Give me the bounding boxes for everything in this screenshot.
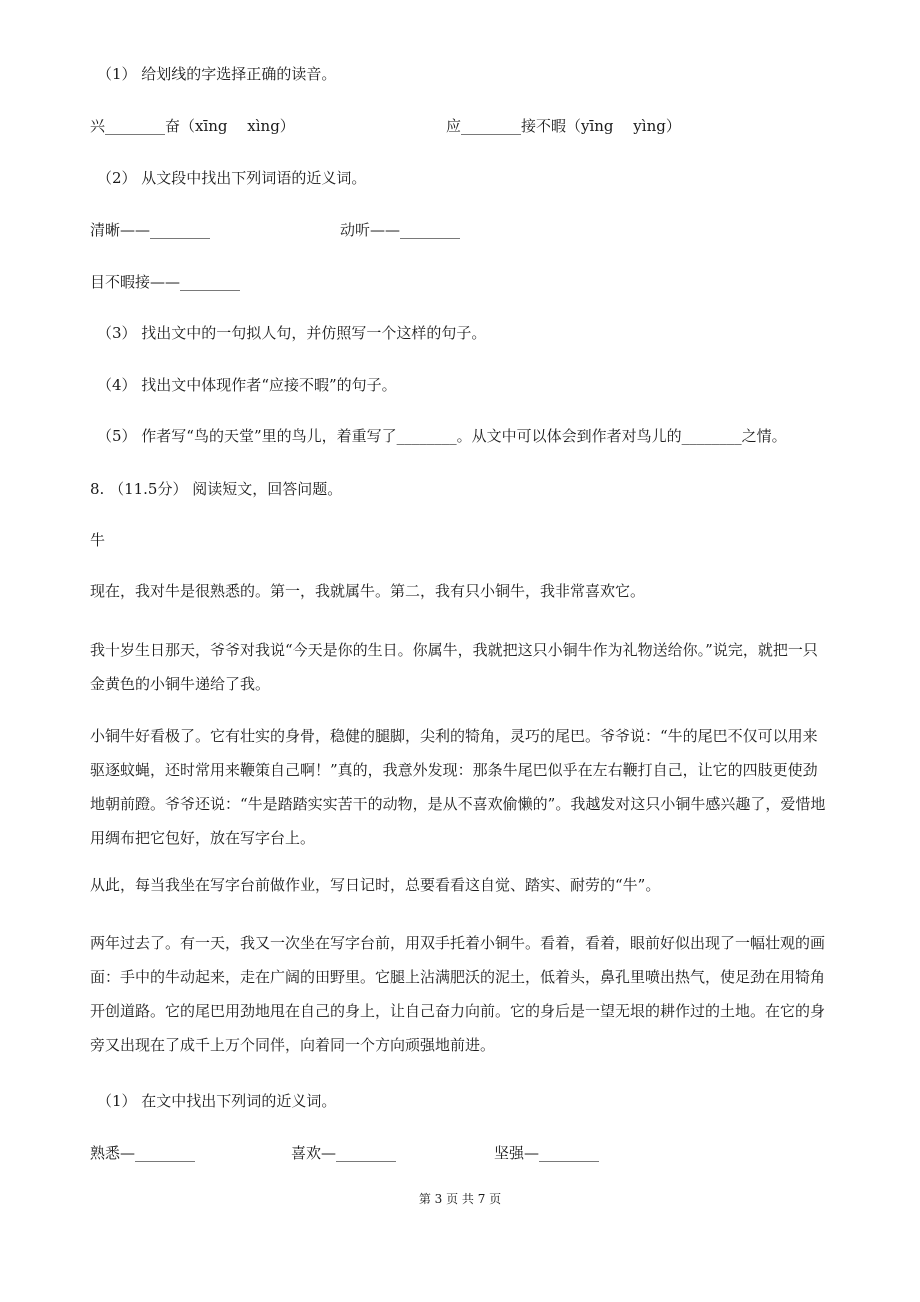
q7-sub2-item-a: 清晰——________ bbox=[90, 221, 211, 239]
q7-sub1-left-item: 兴________奋（xīng xìng） bbox=[90, 117, 295, 135]
passage-paragraph bbox=[90, 875, 830, 895]
passage-paragraph bbox=[90, 581, 830, 601]
paragraph-text: 小铜牛好看极了。它有壮实的身骨，稳健的腿脚，尖利的犄角，灵巧的尾巴。爷爷说：“牛的尾巴不仅可以用来驱逐蚊蝇，还时常用来鞭策自己啊！”真的，我意外发现：那条牛尾巴似乎在左右鞭打自己，让它的四肢更使劲地朝前蹬。爷爷还说：“牛是踏踏实实苦干的动物，是从不喜欢偷懒的”。我越发对这只小铜牛感兴趣了，爱惜地用绸布把它包好，放在写字台上。 bbox=[90, 727, 826, 847]
q7-sub3: （3） 找出文中的一句拟人句，并仿照写一个这样的句子。 bbox=[97, 324, 487, 342]
q8-sub1-item-a: 熟悉—________ bbox=[90, 1144, 196, 1162]
passage-paragraph bbox=[90, 719, 830, 855]
q7-sub5: （5） 作者写“鸟的天堂”里的鸟儿，着重写了________。从文中可以体会到作者对鸟儿的________之情。 bbox=[97, 427, 787, 445]
page-footer: 第 3 页 共 7 页 bbox=[418, 1192, 502, 1206]
q7-sub4: （4） 找出文中体现作者“应接不暇”的句子。 bbox=[97, 376, 397, 394]
paragraph-text: 现在，我对牛是很熟悉的。第一，我就属牛。第二，我有只小铜牛，我非常喜欢它。 bbox=[90, 582, 646, 600]
passage-paragraph bbox=[90, 926, 830, 1062]
q7-sub1-right-item: 应________接不暇（yīng yìng） bbox=[446, 117, 681, 135]
paragraph-text: 从此，每当我坐在写字台前做作业，写日记时，总要看看这自觉、踏实、耐劳的“牛”。 bbox=[90, 876, 661, 894]
q8-sub1-prompt: （1） 在文中找出下列词的近义词。 bbox=[97, 1092, 337, 1110]
q7-sub2-item-c: 目不暇接——________ bbox=[90, 273, 241, 291]
paragraph-text: 我十岁生日那天，爷爷对我说“今天是你的生日。你属牛，我就把这只小铜牛作为礼物送给你。”说完，就把一只金黄色的小铜牛递给了我。 bbox=[90, 641, 818, 693]
q7-sub2-item-b: 动听——________ bbox=[340, 221, 461, 239]
q7-sub2-prompt: （2） 从文段中找出下列词语的近义词。 bbox=[97, 169, 367, 187]
q8-sub1-item-c: 坚强—________ bbox=[494, 1144, 600, 1162]
passage-title: 牛 bbox=[90, 531, 106, 549]
passage-paragraph bbox=[90, 633, 830, 701]
q8-header: 8. （11.5分） 阅读短文，回答问题。 bbox=[90, 480, 343, 498]
q8-sub1-item-b: 喜欢—________ bbox=[291, 1144, 397, 1162]
q7-sub1-prompt: （1） 给划线的字选择正确的读音。 bbox=[97, 65, 337, 83]
paragraph-text: 两年过去了。有一天，我又一次坐在写字台前，用双手托着小铜牛。看着，看着，眼前好似出现了一幅壮观的画面：手中的牛动起来，走在广阔的田野里。它腿上沾满肥沃的泥土，低着头，鼻孔里喷出热气，使足劲在用犄角开创道路。它的尾巴用劲地甩在自己的身上，让自己奋力向前。它的身后是一望无垠的耕作过的土地。在它的身旁又出现在了成千上万个同伴，向着同一个方向顽强地前进。 bbox=[90, 934, 826, 1054]
